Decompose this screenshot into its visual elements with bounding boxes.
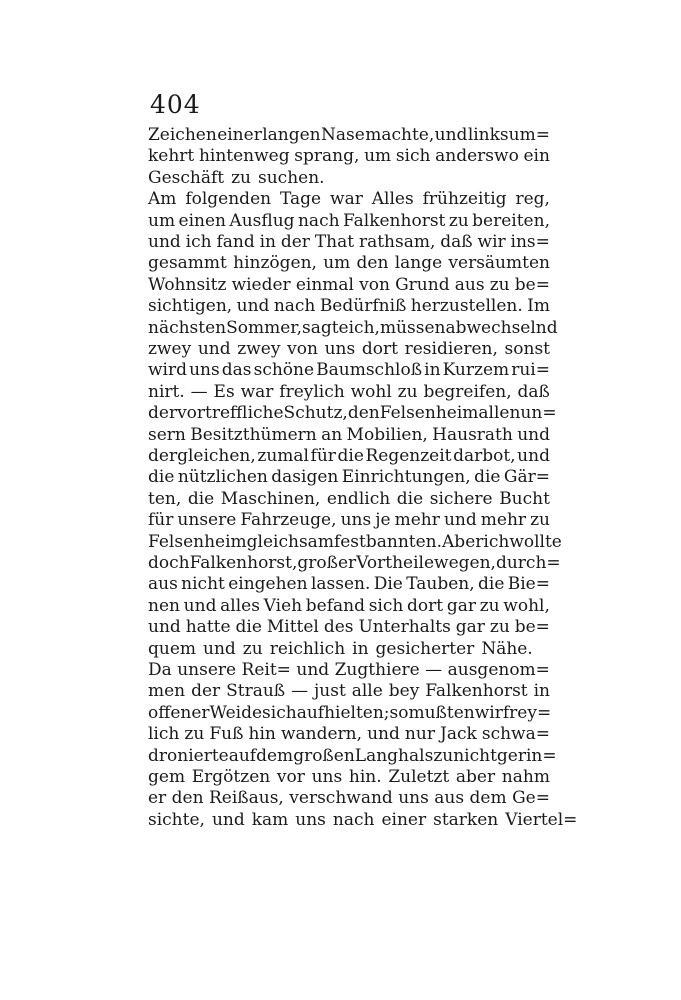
text-line: sichte, und kam uns nach einer starken Viertel= [148, 809, 578, 830]
text-line: kehrt hintenweg sprang, um sich anderswo ein [148, 146, 550, 167]
text-line: dergleichen, zumal für die Regenzeit darbot, und [148, 446, 550, 466]
text-line: und hatte die Mittel des Unterhalts gar zu be= [148, 617, 550, 638]
text-line: nirt. — Es war freylich wohl zu begreifen, daß [148, 381, 550, 402]
text-line: doch Falkenhorst, großer Vortheile wegen, durch= [148, 553, 561, 573]
text-line: er den Reißaus, verschwand uns aus dem Ge= [148, 788, 550, 809]
text-line: Zeichen einer langen Nase machte, und linksum= [148, 125, 550, 145]
text-line: der vortreffliche Schutz, den Felsenheim allen un= [148, 403, 557, 424]
text-line: dronierte auf dem großen Langhals zu nicht gerin= [148, 745, 557, 766]
text-line: nächsten Sommer, sagte ich, müssen abwechselnd [148, 317, 558, 338]
text-line: aus nicht eingehen lassen. Die Tauben, die Bie= [148, 574, 550, 595]
text-line: ten, die Maschinen, endlich die sichere Bucht [148, 488, 550, 509]
text-line: zwey und zwey von uns dort residieren, sonst [148, 339, 550, 359]
page-number: 404 [150, 90, 201, 119]
text-line: quem und zu reichlich in gesicherter Nähe. [148, 638, 533, 659]
text-line: sichtigen, und nach Bedürfniß herzustellen. Im [148, 296, 550, 317]
text-line: wird uns das schöne Baumschloß in Kurzem rui= [148, 360, 550, 381]
text-line: offener Weide sich aufhielten; so mußten wir frey= [148, 702, 552, 723]
text-line: lich zu Fuß hin wandern, und nur Jack schwa= [148, 724, 550, 745]
text-line: sern Besitzthümern an Mobilien, Hausrath und [148, 424, 550, 445]
text-line: nen und alles Vieh befand sich dort gar zu wohl, [148, 595, 550, 616]
text-line: gesammt hinzögen, um den lange versäumten [148, 253, 550, 274]
text-line: und ich fand in der That rathsam, daß wir ins= [148, 232, 550, 252]
text-line: Am folgenden Tage war Alles frühzeitig reg, [148, 189, 550, 210]
text-line: Geschäft zu suchen. [148, 167, 325, 188]
text-line: gem Ergötzen vor uns hin. Zuletzt aber nahm [148, 767, 550, 787]
text-line: men der Strauß — just alle bey Falkenhorst in [148, 681, 550, 702]
text-line: die nützlichen dasigen Einrichtungen, die Gär= [148, 467, 550, 488]
text-line: für unsere Fahrzeuge, uns je mehr und mehr zu [148, 510, 550, 531]
text-line: um einen Ausflug nach Falkenhorst zu bereiten, [148, 210, 550, 231]
text-line: Wohnsitz wieder einmal von Grund aus zu be= [148, 274, 550, 295]
text-line: Felsenheim gleichsam festbannten. Aber ich wollte [148, 531, 562, 552]
text-line: Da unsere Reit= und Zugthiere — ausgenom= [148, 660, 550, 680]
